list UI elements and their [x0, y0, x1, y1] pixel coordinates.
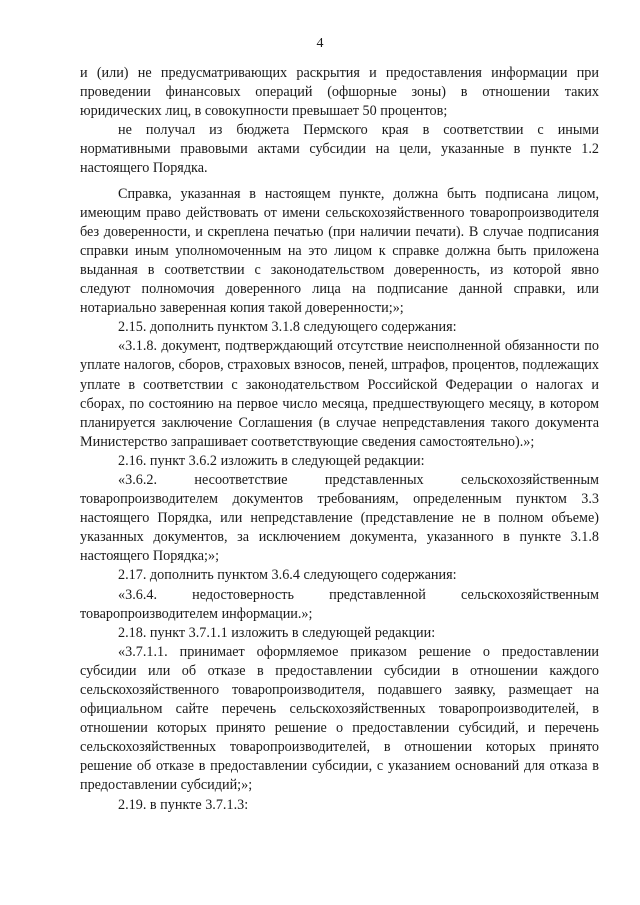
paragraph: 2.17. дополнить пунктом 3.6.4 следующего содержания:: [118, 567, 457, 584]
paragraph: 2.15. дополнить пунктом 3.1.8 следующего содержания:: [118, 319, 457, 336]
paragraph: 2.16. пункт 3.6.2 изложить в следующей редакции:: [118, 452, 425, 469]
paragraph: «3.7.1.1. принимает оформляемое приказом решение о предоставлении субсидии или об отказе в предоставлении субсидии в отношении каждого сельскохозяйственного товаропроизводителя, подавшего заявку, размещает на официальном сайте перечень сельскохозяйственных товаропроизводителей, в отношении которых принято решение о предоставлении субсидий, и перечень сельскохозяйственных товаропроизводителей, в отношении которых принято решение об отказе в предоставлении субсидии, с указанием оснований для отказа в предоставлении субсидий;»;: [80, 643, 599, 794]
paragraph: «3.6.2. несоответствие представленных сельскохозяйственным товаропроизводителем документов требованиям, определенным пунктом 3.3 настоящего Порядка, или непредставление (представление не в полном объеме) указанных документов, за исключением документа, указанного в пункте 3.1.8 настоящего Порядка;»;: [80, 471, 599, 565]
paragraph: «3.1.8. документ, подтверждающий отсутствие неисполненной обязанности по уплате налогов, сборов, страховых взносов, пеней, штрафов, процентов, подлежащих уплате в соответствии с законодательством Российской Федерации о налогах и сборах, по состоянию на первое число месяца, предшествующего месяцу, в котором планируется заключение Соглашения (в случае непредставления такого документа Министерство запрашивает соответствующие сведения самостоятельно).»;: [80, 338, 599, 450]
paragraph: не получал из бюджета Пермского края в соответствии с иными нормативными правовыми актами субсидии на цели, указанные в пункте 1.2 настоящего Порядка.: [80, 122, 599, 177]
page-number: 4: [316, 36, 324, 51]
paragraph: 2.19. в пункте 3.7.1.3:: [118, 796, 249, 813]
paragraph: 2.18. пункт 3.7.1.1 изложить в следующей редакции:: [118, 624, 436, 641]
paragraph: «3.6.4. недостоверность представленной сельскохозяйственным товаропроизводителем информации.»;: [80, 586, 599, 622]
document-body: [80, 64, 599, 815]
paragraph: Справка, указанная в настоящем пункте, должна быть подписана лицом, имеющим право действовать от имени сельскохозяйственного товаропроизводителя без доверенности, и скреплена печатью (при наличии печати). В случае подписания справки иным уполномоченным на это лицом к справке должна быть приложена выданная в соответствии с законодательством доверенность, из которой явно следуют полномочия доверенного лица на подписание данной справки, или нотариально заверенная копия такой доверенности;»;: [80, 185, 599, 317]
paragraph: и (или) не предусматривающих раскрытия и предоставления информации при проведении финансовых операций (офшорные зоны) в отношении таких юридических лиц, в совокупности превышает 50 процентов;: [80, 65, 599, 120]
